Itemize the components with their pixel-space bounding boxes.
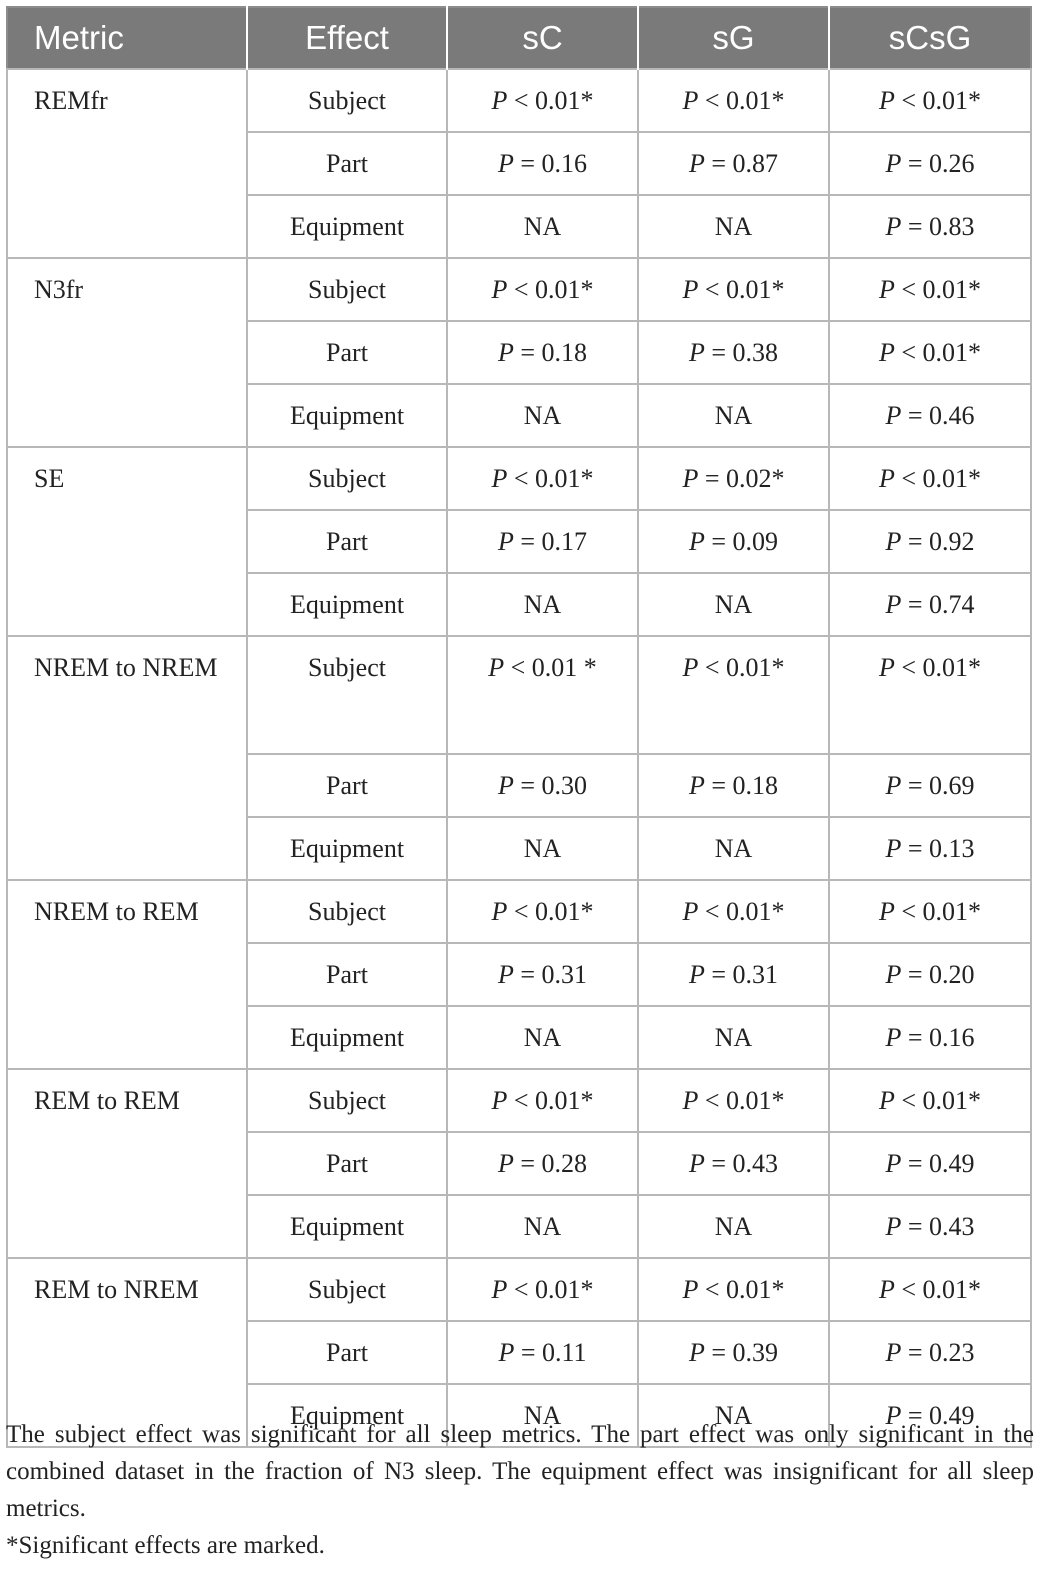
value-cell-sc: P = 0.17 xyxy=(447,510,638,573)
value-cell-sc: P = 0.16 xyxy=(447,132,638,195)
value-cell-scsg: P = 0.26 xyxy=(829,132,1031,195)
value-cell-sg: NA xyxy=(638,573,829,636)
value-cell-sc: P = 0.28 xyxy=(447,1132,638,1195)
metric-label: REM to REM xyxy=(34,1086,180,1115)
table-header xyxy=(7,7,1031,69)
value-cell-sc: P = 0.31 xyxy=(447,943,638,1006)
table-row xyxy=(7,1258,1031,1321)
table-row xyxy=(7,447,1031,510)
value-cell-sg: NA xyxy=(638,1384,829,1447)
effect-cell: Part xyxy=(247,943,447,1006)
value-cell-scsg: P < 0.01* xyxy=(829,1069,1031,1132)
value-cell-scsg: P = 0.69 xyxy=(829,754,1031,817)
effect-cell: Subject xyxy=(247,447,447,510)
metric-label: NREM to REM xyxy=(34,897,199,926)
value-cell-sc: P = 0.30 xyxy=(447,754,638,817)
metric-label: REMfr xyxy=(34,86,108,115)
value-cell-sg: P < 0.01* xyxy=(638,69,829,132)
metric-cell xyxy=(7,69,247,258)
value-cell-sc: P < 0.01* xyxy=(447,1069,638,1132)
header-metric: Metric xyxy=(7,7,247,69)
value-cell-sc: NA xyxy=(447,195,638,258)
effect-cell: Equipment xyxy=(247,1384,447,1447)
value-cell-sc: NA xyxy=(447,1384,638,1447)
value-cell-sg: P = 0.39 xyxy=(638,1321,829,1384)
results-table xyxy=(6,6,1032,1448)
header-scsg: sCsG xyxy=(829,7,1031,69)
value-cell-sg: P < 0.01* xyxy=(638,1258,829,1321)
value-cell-sc: P < 0.01* xyxy=(447,258,638,321)
value-cell-sc: P < 0.01* xyxy=(447,880,638,943)
value-cell-sg: P = 0.31 xyxy=(638,943,829,1006)
header-sc: sC xyxy=(447,7,638,69)
table-footnote xyxy=(6,1416,1034,1564)
value-cell-sg: NA xyxy=(638,1006,829,1069)
value-cell-scsg: P < 0.01* xyxy=(829,447,1031,510)
value-cell-sc: P < 0.01 * xyxy=(447,636,638,754)
value-cell-sg: P < 0.01* xyxy=(638,636,829,754)
effect-cell: Part xyxy=(247,321,447,384)
value-cell-sg: P = 0.87 xyxy=(638,132,829,195)
value-cell-scsg: P = 0.46 xyxy=(829,384,1031,447)
metric-label: NREM to NREM xyxy=(34,653,218,682)
effect-cell: Equipment xyxy=(247,1006,447,1069)
value-cell-sg: P < 0.01* xyxy=(638,880,829,943)
effect-cell: Subject xyxy=(247,636,447,754)
value-cell-sg: NA xyxy=(638,817,829,880)
value-cell-sc: P < 0.01* xyxy=(447,447,638,510)
metric-cell xyxy=(7,1069,247,1258)
table-row xyxy=(7,258,1031,321)
value-cell-scsg: P = 0.49 xyxy=(829,1132,1031,1195)
value-cell-sc: NA xyxy=(447,384,638,447)
value-cell-scsg: P = 0.92 xyxy=(829,510,1031,573)
value-cell-sg: NA xyxy=(638,1195,829,1258)
value-cell-sg: P < 0.01* xyxy=(638,1069,829,1132)
effect-cell: Subject xyxy=(247,258,447,321)
value-cell-sc: NA xyxy=(447,573,638,636)
value-cell-sg: P = 0.38 xyxy=(638,321,829,384)
value-cell-scsg: P < 0.01* xyxy=(829,321,1031,384)
metric-cell xyxy=(7,880,247,1069)
value-cell-sc: P < 0.01* xyxy=(447,1258,638,1321)
table-body xyxy=(7,69,1031,1447)
effect-cell: Part xyxy=(247,510,447,573)
header-sg: sG xyxy=(638,7,829,69)
effect-cell: Part xyxy=(247,1132,447,1195)
table-row xyxy=(7,880,1031,943)
header-effect: Effect xyxy=(247,7,447,69)
effect-cell: Equipment xyxy=(247,817,447,880)
footnote-significance-note: *Significant effects are marked. xyxy=(6,1532,325,1559)
value-cell-sg: NA xyxy=(638,384,829,447)
effect-cell: Equipment xyxy=(247,573,447,636)
value-cell-sc: P = 0.18 xyxy=(447,321,638,384)
table-row xyxy=(7,69,1031,132)
metric-label: SE xyxy=(34,464,65,493)
value-cell-sg: P = 0.09 xyxy=(638,510,829,573)
value-cell-scsg: P = 0.74 xyxy=(829,573,1031,636)
effect-cell: Part xyxy=(247,1321,447,1384)
value-cell-sg: P = 0.18 xyxy=(638,754,829,817)
results-table-container xyxy=(6,6,1030,1448)
value-cell-scsg: P = 0.13 xyxy=(829,817,1031,880)
value-cell-scsg: P < 0.01* xyxy=(829,1258,1031,1321)
value-cell-sc: P = 0.11 xyxy=(447,1321,638,1384)
value-cell-sc: NA xyxy=(447,1195,638,1258)
metric-cell xyxy=(7,258,247,447)
value-cell-scsg: P = 0.16 xyxy=(829,1006,1031,1069)
value-cell-sc: NA xyxy=(447,817,638,880)
value-cell-scsg: P = 0.20 xyxy=(829,943,1031,1006)
value-cell-scsg: P < 0.01* xyxy=(829,636,1031,754)
effect-cell: Subject xyxy=(247,69,447,132)
effect-cell: Subject xyxy=(247,880,447,943)
value-cell-scsg: P < 0.01* xyxy=(829,258,1031,321)
effect-cell: Subject xyxy=(247,1258,447,1321)
effect-cell: Equipment xyxy=(247,384,447,447)
value-cell-scsg: P < 0.01* xyxy=(829,69,1031,132)
value-cell-sc: NA xyxy=(447,1006,638,1069)
effect-cell: Part xyxy=(247,132,447,195)
value-cell-scsg: P = 0.83 xyxy=(829,195,1031,258)
effect-cell: Equipment xyxy=(247,195,447,258)
metric-label: REM to NREM xyxy=(34,1275,199,1304)
value-cell-sg: P < 0.01* xyxy=(638,258,829,321)
value-cell-sg: P = 0.02* xyxy=(638,447,829,510)
effect-cell: Equipment xyxy=(247,1195,447,1258)
header-row xyxy=(7,7,1031,69)
metric-label: N3fr xyxy=(34,275,84,304)
value-cell-scsg: P = 0.23 xyxy=(829,1321,1031,1384)
table-row xyxy=(7,1069,1031,1132)
value-cell-sg: NA xyxy=(638,195,829,258)
effect-cell: Part xyxy=(247,754,447,817)
footnote-text: The subject effect was significant for all sleep metrics. The part effect was only significant in the combined dataset in the fraction of N3 sleep. The equipment effect was insignificant for all sleep metrics. xyxy=(6,1421,1034,1522)
value-cell-scsg: P < 0.01* xyxy=(829,880,1031,943)
value-cell-scsg: P = 0.43 xyxy=(829,1195,1031,1258)
table-row xyxy=(7,636,1031,754)
metric-cell xyxy=(7,447,247,636)
effect-cell: Subject xyxy=(247,1069,447,1132)
value-cell-sc: P < 0.01* xyxy=(447,69,638,132)
value-cell-sg: P = 0.43 xyxy=(638,1132,829,1195)
value-cell-scsg: P = 0.49 xyxy=(829,1384,1031,1447)
metric-cell xyxy=(7,636,247,880)
